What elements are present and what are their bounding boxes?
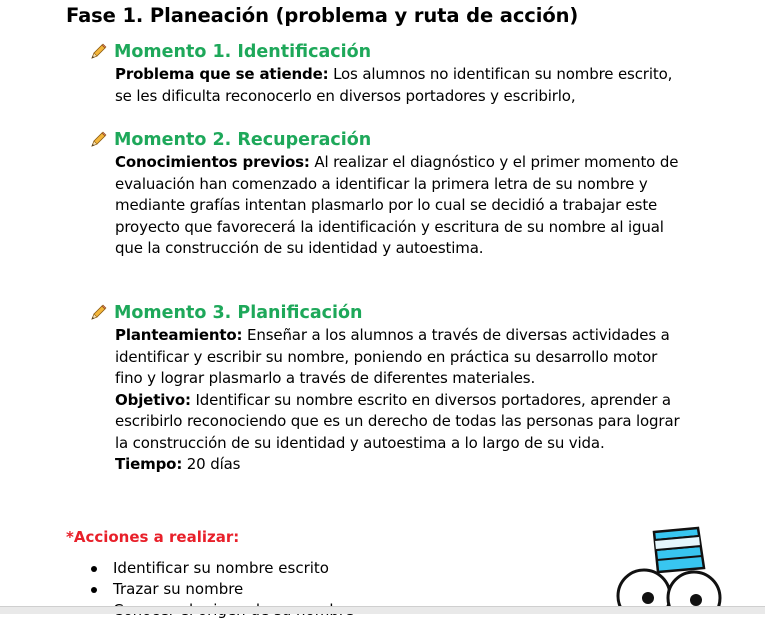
moment-2-paragraph <box>115 152 689 260</box>
pencil-icon <box>89 304 107 322</box>
time-label: Tiempo: <box>115 455 183 473</box>
prior-knowledge-label: Conocimientos previos: <box>115 153 310 171</box>
objective-label: Objetivo: <box>115 390 191 409</box>
moment-2-title: Momento 2. Recuperación <box>114 130 372 150</box>
problem-text: Los alumnos no identifican su nombre escrito, se les dificulta reconocerlo en diversos portadores y escribirlo, <box>115 65 673 105</box>
pencil-icon <box>89 43 107 61</box>
page-title: Fase 1. Planeación (problema y ruta de acción) <box>66 4 579 27</box>
moment-1-heading <box>89 40 689 64</box>
action-item-text: Identificar su nombre escrito <box>113 559 329 577</box>
time-text: 20 días <box>182 455 241 473</box>
pencil-icon <box>89 131 107 149</box>
moment-1-title: Momento 1. Identificación <box>114 42 372 62</box>
bullet-icon <box>91 587 97 593</box>
moment-3 <box>89 301 689 476</box>
mascot-illustration <box>612 524 732 613</box>
moment-2 <box>89 128 689 260</box>
objective-text: Identificar su nombre escrito en diversos portadores, aprender a escribirlo reconociendo que es un derecho de todas las personas para lograr la construcción de su identidad y autoestima a lo largo de su vida. <box>115 390 680 452</box>
list-item <box>89 558 354 579</box>
moment-3-paragraph-approach <box>115 325 689 390</box>
moment-3-title: Momento 3. Planificación <box>114 303 363 323</box>
prior-knowledge-text: Al realizar el diagnóstico y el primer momento de evaluación han comenzado a identificar la primera letra de su nombre y mediante grafías intentan plasmarlo por lo cual se decidió a trabajar este proyecto que favorecerá la identificación y escritura de su nombre al igual que la construcción de su identidad y autoestima. <box>115 153 679 257</box>
approach-label: Planteamiento: <box>115 326 243 344</box>
bullet-icon <box>91 566 97 572</box>
moment-3-heading <box>89 301 689 325</box>
moment-1-paragraph <box>115 64 689 107</box>
moment-1 <box>89 40 689 107</box>
moment-3-paragraph-objective <box>115 390 689 455</box>
problem-label: Problema que se atiende: <box>115 65 329 83</box>
moment-2-heading <box>89 128 689 152</box>
actions-heading: *Acciones a realizar: <box>66 528 240 546</box>
approach-text: Enseñar a los alumnos a través de diversas actividades a identificar y escribir su nombre, poniendo en práctica su desarrollo motor fino y lograr plasmarlo a través de diferentes materiales. <box>115 326 670 387</box>
moment-3-paragraph-time <box>115 454 689 476</box>
mascot-hat <box>654 528 704 572</box>
action-item-text: Trazar su nombre <box>113 580 244 598</box>
list-item <box>89 579 354 600</box>
